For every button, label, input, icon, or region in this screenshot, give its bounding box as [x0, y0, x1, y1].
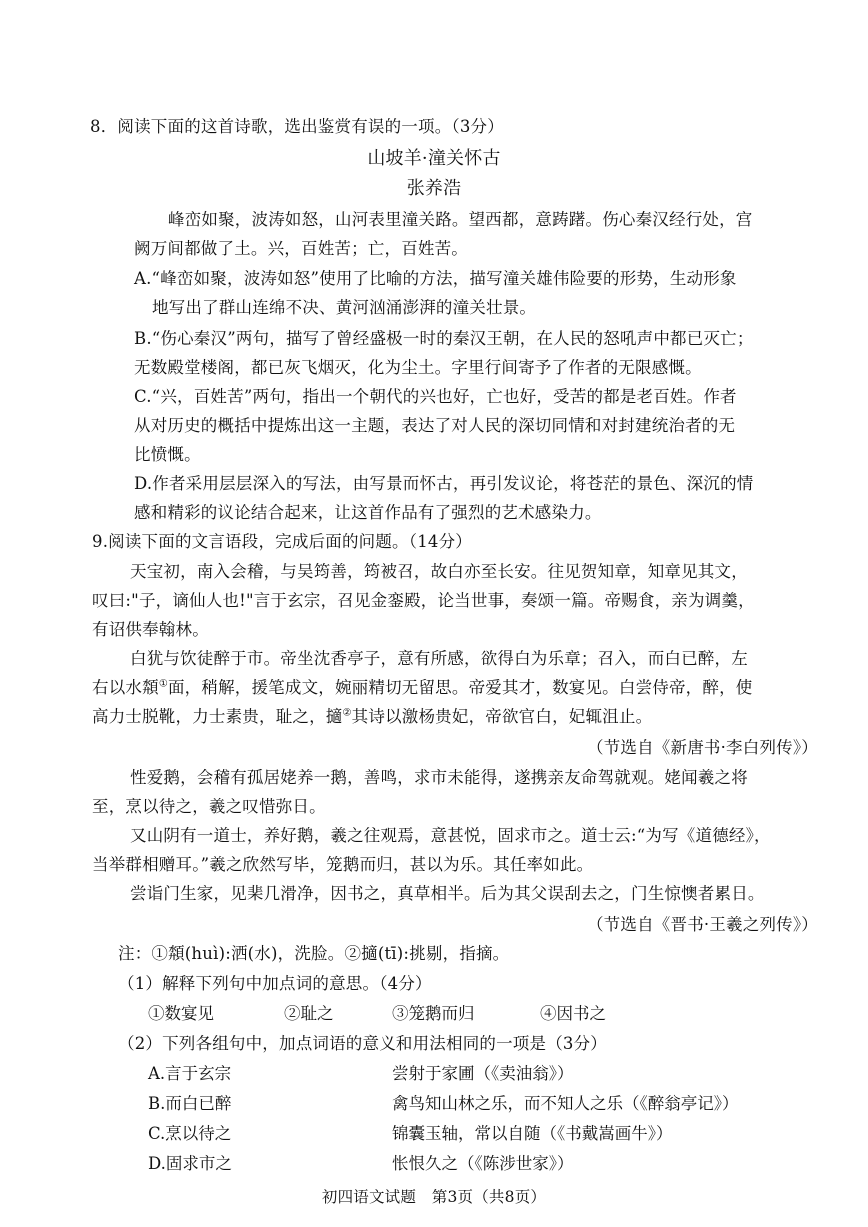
page-footer: 初四语文试题 第3页（共8页）: [321, 1188, 547, 1206]
passage-line: 天宝初，南入会稽，与吴筠善，筠被召，故白亦至长安。往见贺知章，知章见其文，: [130, 562, 748, 581]
q8-prompt: 8．阅读下面的这首诗歌，选出鉴赏有误的一项。（3分）: [90, 117, 504, 136]
q8-option-c: C.“兴，百姓苦”两句，指出一个朝代的兴也好，亡也好，受苦的都是老百姓。作者: [134, 387, 737, 406]
q9-prompt: 9.阅读下面的文言语段，完成后面的问题。（14分）: [92, 532, 472, 551]
q8-option-b-cont: 无数殿堂楼阁，都已灰飞烟灭，化为尘土。字里行间寄予了作者的无限感慨。: [134, 358, 702, 377]
passage-source: （节选自《晋书·王羲之列传》）: [587, 915, 818, 934]
annotation-notes: 注：①頮(huì):洒(水)，洗脸。②擿(tī):挑剔，指摘。: [118, 944, 510, 963]
q8-option-d: D.作者采用层层深入的写法，由写景而怀古，再引发议论，将苍茫的景色、深沉的情: [134, 474, 754, 493]
footnote-marker: ②: [342, 707, 352, 719]
sub2-left-option: A.言于玄宗: [148, 1064, 232, 1083]
sub1-item: ④因书之: [540, 1004, 606, 1023]
poem-title: 山坡羊·潼关怀古: [367, 148, 501, 169]
q8-option-c-cont: 比愤慨。: [134, 445, 201, 464]
passage-text: 高力士脱靴，力士素贵，耻之，擿: [92, 707, 343, 726]
q8-option-a-cont: 地写出了群山连绵不决、黄河汹涌澎湃的潼关壮景。: [152, 298, 537, 317]
sub1-item: ①数宴见: [148, 1004, 214, 1023]
poem-line: 阙万间都做了土。兴，百姓苦；亡，百姓苦。: [134, 239, 468, 258]
passage-line: 至，烹以待之，羲之叹惜弥日。: [92, 797, 326, 816]
passage-text: 面，稍解，援笔成文，婉丽精切无留思。帝爱其才，数宴见。白尝侍帝，醉，使: [167, 678, 753, 697]
sub2-left-option: B.而白已醉: [148, 1094, 232, 1113]
q8-option-a: A.“峰峦如聚，波涛如怒”使用了比喻的方法，描写潼关雄伟险要的形势，生动形象: [134, 269, 737, 288]
sub-question-1: （1）解释下列句中加点词的意思。（4分）: [118, 974, 432, 993]
sub1-item: ②耻之: [284, 1004, 334, 1023]
sub2-right-option: 禽鸟知山林之乐，而不知人之乐（《醉翁亭记》）: [392, 1094, 739, 1113]
passage-source: （节选自《新唐书·李白列传》）: [587, 738, 818, 757]
passage-line: [92, 677, 752, 699]
passage-line: 有诏供奉翰林。: [92, 620, 209, 639]
footnote-marker: ①: [158, 678, 168, 690]
q8-option-b: B.“伤心秦汉”两句，描写了曾经盛极一时的秦汉王朝，在人民的怒吼声中都已灭亡；: [134, 329, 754, 348]
sub2-left-option: D.固求市之: [148, 1154, 232, 1173]
passage-line: 叹曰:"子，谪仙人也!"言于玄宗，召见金銮殿，论当世事，奏颂一篇。帝赐食，亲为调羹，: [92, 591, 755, 610]
passage-line: 又山阴有一道士，养好鹅，羲之往观焉，意甚悦，固求市之。道士云:“为写《道德经》，: [130, 826, 771, 845]
passage-text: 其诗以激杨贵妃，帝欲官白，妃辄沮止。: [351, 707, 653, 726]
passage-line: 当举群相赠耳。”羲之欣然写毕，笼鹅而归，甚以为乐。其任率如此。: [92, 855, 594, 874]
passage-line: 白犹与饮徒醉于市。帝坐沈香亭子，意有所感，欲得白为乐章；召入，而白已醉，左: [130, 649, 748, 668]
q8-option-c-cont: 从对历史的概括中提炼出这一主题，表达了对人民的深切同情和对封建统治者的无: [134, 416, 736, 435]
passage-line: 尝诣门生家，见棐几滑净，因书之，真草相半。后为其父误刮去之，门生惊懊者累日。: [130, 884, 765, 903]
sub2-left-option: C.烹以待之: [148, 1124, 232, 1143]
passage-line: [92, 706, 652, 728]
sub2-right-option: 怅恨久之（《陈涉世家》）: [392, 1154, 574, 1173]
sub2-right-option: 尝射于家圃（《卖油翁》）: [392, 1064, 574, 1083]
sub2-right-option: 锦囊玉轴，常以自随（《书戴嵩画牛》）: [392, 1124, 673, 1143]
sub-question-2: （2）下列各组句中，加点词语的意义和用法相同的一项是（3分）: [118, 1034, 607, 1053]
passage-text: 右以水頮: [92, 678, 159, 697]
poem-line: 峰峦如聚，波涛如怒，山河表里潼关路。望西都，意踌躇。伤心秦汉经行处，宫: [168, 210, 753, 229]
sub1-item: ③笼鹅而归: [392, 1004, 475, 1023]
q8-option-d-cont: 感和精彩的议论结合起来，让这首作品有了强烈的艺术感染力。: [134, 503, 602, 522]
passage-line: 性爱鹅，会稽有孤居姥养一鹅，善鸣，求市未能得，遂携亲友命驾就观。姥闻羲之将: [130, 768, 748, 787]
poem-author: 张养浩: [406, 178, 462, 199]
